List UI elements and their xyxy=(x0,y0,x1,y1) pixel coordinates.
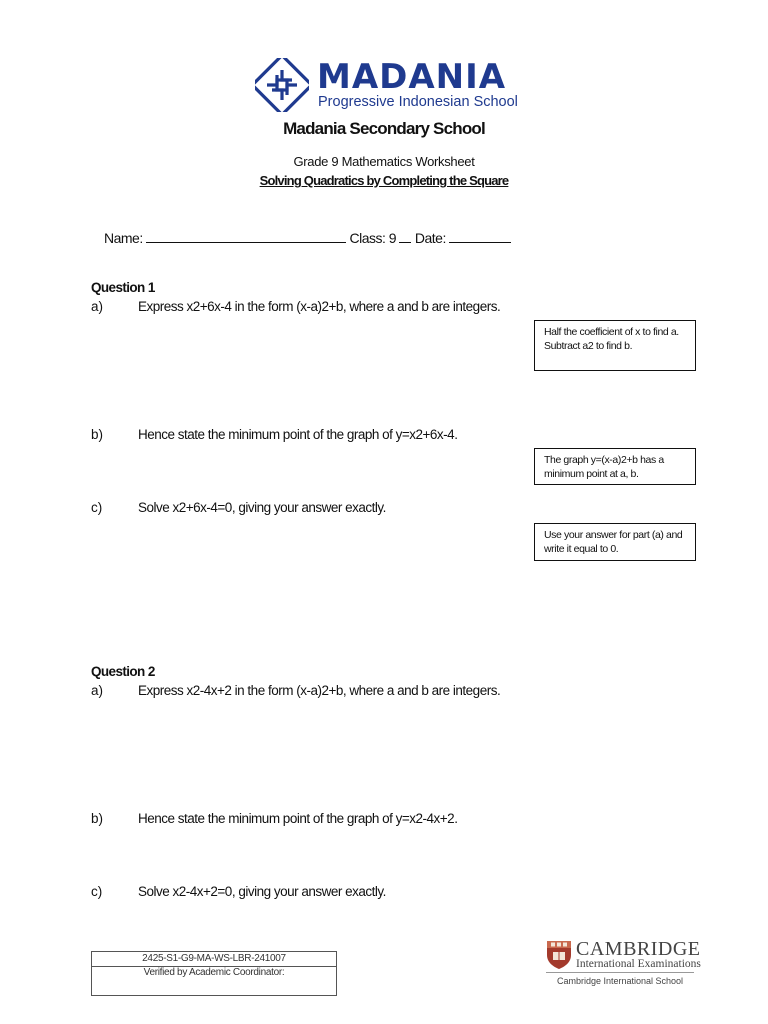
q1-part-a-text: Express x2+6x-4 in the form (x-a)2+b, where a and b are integers. xyxy=(138,299,501,314)
cambridge-wordmark: CAMBRIDGE xyxy=(576,938,701,960)
question-1-heading: Question 1 xyxy=(91,280,155,295)
logo-wordmark: MADANIA xyxy=(317,57,507,97)
date-field[interactable] xyxy=(449,230,511,243)
q1-part-c-label: c) xyxy=(91,500,103,515)
worksheet-title: Grade 9 Mathematics Worksheet xyxy=(293,154,475,169)
q2-part-b-label: b) xyxy=(91,811,104,826)
name-field[interactable] xyxy=(146,230,346,243)
name-label: Name: xyxy=(104,230,143,246)
cambridge-divider xyxy=(546,972,694,973)
q2-part-a-label: a) xyxy=(91,683,104,698)
q1-part-b-text: Hence state the minimum point of the graph of y=x2+6x-4. xyxy=(138,427,458,442)
logo-tagline: Progressive Indonesian School xyxy=(318,94,518,110)
document-code: 2425-S1-G9-MA-WS-LBR-241007 xyxy=(142,953,286,964)
class-label: Class: 9 xyxy=(349,230,397,246)
cambridge-subtitle: International Examinations xyxy=(576,958,701,970)
cambridge-school-label: Cambridge International School xyxy=(556,976,684,986)
madania-logo-icon xyxy=(255,58,309,112)
q1-part-b-label: b) xyxy=(91,427,104,442)
class-field[interactable] xyxy=(399,230,411,243)
verified-by-label: Verified by Academic Coordinator: xyxy=(143,967,285,978)
q1-part-c-text: Solve x2+6x-4=0, giving your answer exactly. xyxy=(138,500,386,515)
q2-part-c-text: Solve x2-4x+2=0, giving your answer exactly. xyxy=(138,884,386,899)
school-name: Madania Secondary School xyxy=(283,119,485,138)
question-2-heading: Question 2 xyxy=(91,664,155,679)
q1-part-a-label: a) xyxy=(91,299,104,314)
q2-part-a-text: Express x2-4x+2 in the form (x-a)2+b, where a and b are integers. xyxy=(138,683,501,698)
q2-part-c-label: c) xyxy=(91,884,103,899)
q2-part-b-text: Hence state the minimum point of the graph of y=x2-4x+2. xyxy=(138,811,458,826)
q1-part-c-hint: Use your answer for part (a) and write it equal to 0. xyxy=(534,523,696,561)
date-label: Date: xyxy=(414,230,446,246)
q1-part-b-hint: The graph y=(x-a)2+b has a minimum point at a, b. xyxy=(534,448,696,485)
student-info-line xyxy=(104,229,511,247)
cambridge-shield-icon xyxy=(546,940,572,970)
q1-part-a-hint: Half the coefficient of x to find a. Subtract a2 to find b. xyxy=(534,320,696,371)
worksheet-subtitle: Solving Quadratics by Completing the Square xyxy=(259,173,509,188)
